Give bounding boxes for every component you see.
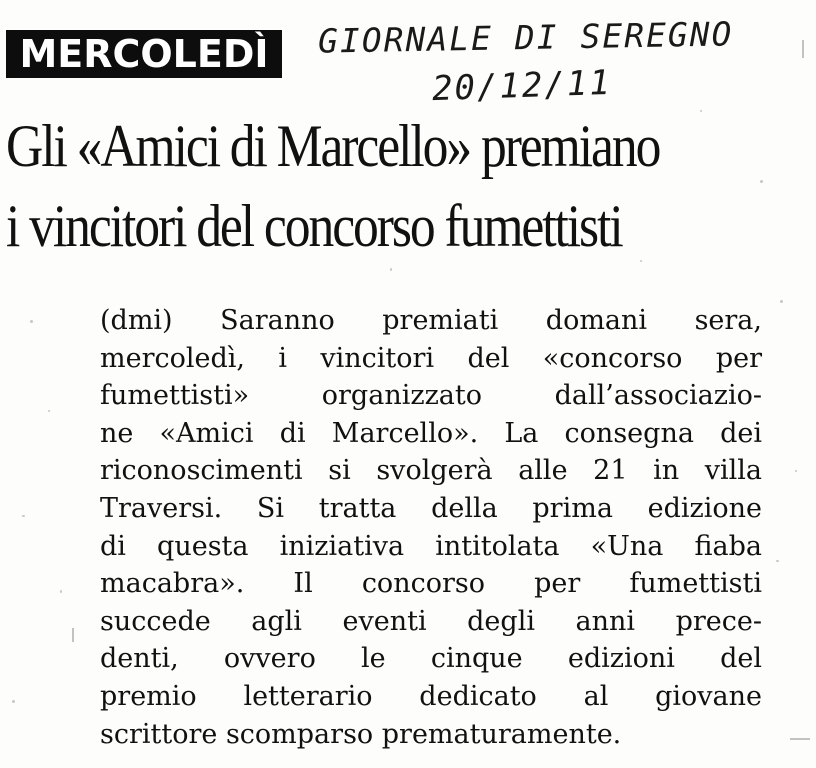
scan-speck <box>60 590 62 593</box>
body-line: riconoscimenti si svolgerà alle 21 in villa <box>100 455 762 487</box>
body-line: scrittore scomparso prematuramente. <box>100 718 622 750</box>
body-line: ne «Amici di Marcello». La consegna dei <box>100 417 762 449</box>
headline-line-2: i vincitori del concorso fumettisti <box>6 193 622 259</box>
scan-speck <box>390 268 392 271</box>
body-line: denti, ovvero le cinque edizioni del <box>100 643 762 675</box>
scan-speck <box>48 410 50 412</box>
scan-speck <box>12 700 15 703</box>
scan-speck <box>22 515 25 517</box>
scan-edge-mark <box>790 738 810 740</box>
body-line: mercoledì, i vincitori del «concorso per <box>100 342 762 374</box>
scan-speck <box>776 560 779 562</box>
body-line: fumettisti» organizzato dall’associazio- <box>100 380 762 412</box>
scan-speck <box>700 110 702 112</box>
body-line: Traversi. Si tratta della prima edizione <box>100 492 762 524</box>
handwritten-date-note: 20/12/11 <box>431 62 613 110</box>
body-line: (dmi) Saranno premiati domani sera, <box>100 305 762 336</box>
body-line: di questa iniziativa intitolata «Una fiaba <box>100 530 762 562</box>
handwritten-source-note: GIORNALE DI SEREGNO <box>317 14 734 61</box>
scan-speck <box>640 260 642 262</box>
scan-speck <box>760 180 763 183</box>
day-label-banner: MERCOLEDÌ <box>6 30 282 78</box>
article-headline <box>6 106 694 266</box>
article-body <box>100 302 762 753</box>
headline-line-1: Gli «Amici di Marcello» premiano <box>6 113 660 179</box>
scan-speck <box>780 300 783 303</box>
body-line: premio letterario dedicato al giovane <box>100 680 762 712</box>
body-line: succede agli eventi degli anni prece- <box>100 605 762 637</box>
body-line: macabra». Il concorso per fumettisti <box>100 568 762 600</box>
scan-speck <box>30 320 33 323</box>
scan-edge-mark <box>802 40 804 58</box>
scan-edge-mark <box>72 628 74 642</box>
scan-speck <box>795 470 797 472</box>
